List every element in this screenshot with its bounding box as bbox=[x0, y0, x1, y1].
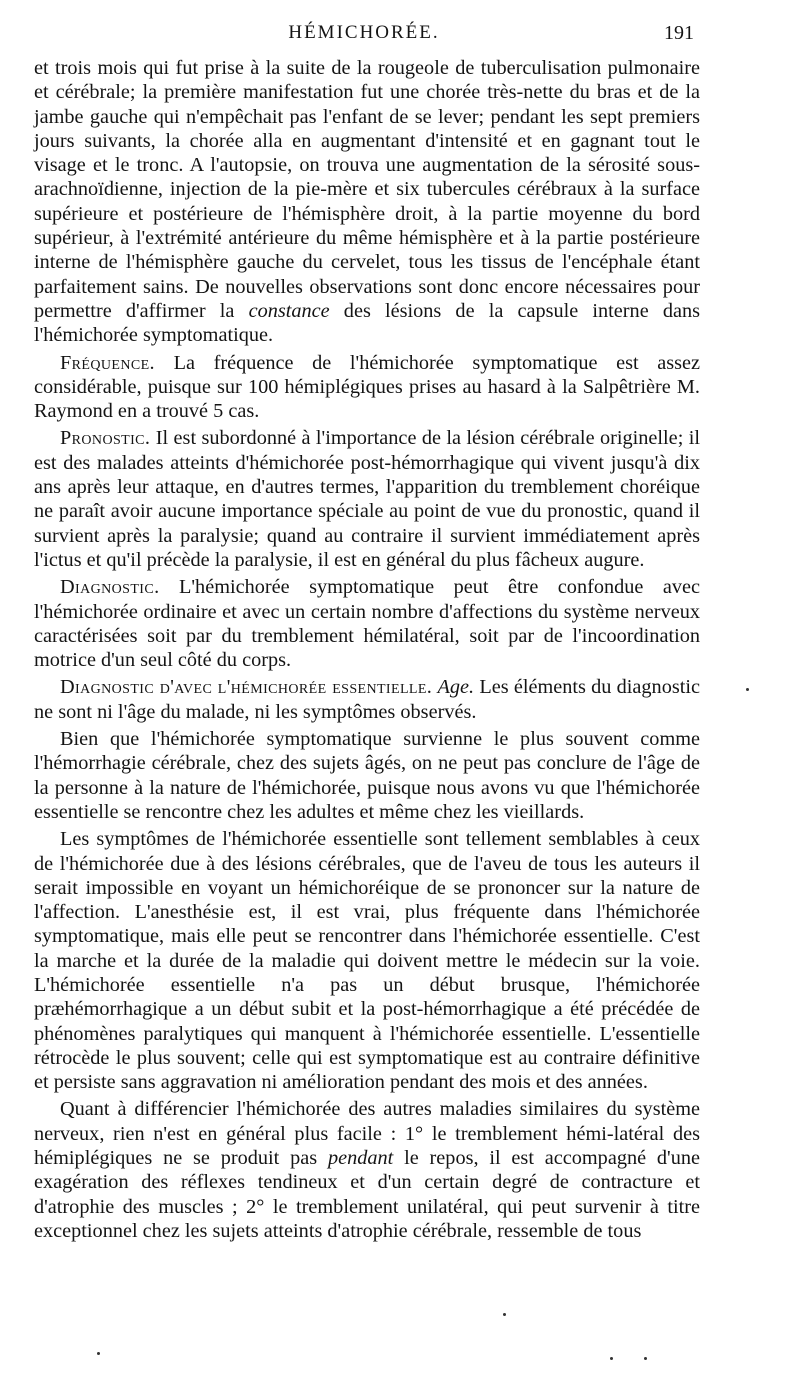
paragraph-frequence bbox=[34, 351, 700, 424]
print-speck bbox=[97, 1352, 100, 1355]
paragraph-continuation bbox=[34, 56, 700, 348]
paragraph-differencier bbox=[34, 1097, 700, 1243]
paragraph-text: Les éléments du diagnostic ne sont ni l'âge du malade, ni les symptômes observés. bbox=[34, 676, 700, 723]
running-title: HÉMICHORÉE. bbox=[288, 22, 440, 43]
paragraph-text: L'hémichorée symptomatique peut être confondue avec l'hémichorée ordinaire et avec un certain nombre d'affections du système nerveux caractérisées soit par du tremblement hémilatéral, soit par de l'incoordination motrice d'un seul côté du corps. bbox=[34, 576, 700, 672]
print-speck bbox=[610, 1357, 613, 1360]
paragraph-pronostic bbox=[34, 426, 700, 572]
section-heading: Diagnostic d'avec l'hémichorée essentielle. bbox=[60, 676, 433, 699]
paragraph-text: Il est subordonné à l'importance de la lésion cérébrale originelle; il est des malades atteints d'hémichorée post-hémorrhagique qui vivent jusqu'à dix ans après leur attaque, en d'autres termes, l'apparition du tremblement choréique ne paraît avoir aucune importance spéciale au point de vue du pronostic, quand il survient après la paralysie; quand au contraire il survient immédiatement après l'ictus et qu'il précède la paralysie, il est en général du plus fâcheux augure. bbox=[34, 427, 700, 571]
emphasis-text: pendant bbox=[327, 1147, 394, 1170]
running-header bbox=[34, 22, 694, 50]
paragraph-age bbox=[34, 727, 700, 824]
emphasis-text: Age. bbox=[437, 676, 475, 699]
paragraph-text: le repos, il est accompagné d'une exagération des réflexes tendineux et d'un certain degré de contracture et d'atrophie des muscles ; 2° le tremblement unilatéral, qui peut survenir à titre exceptionnel chez les sujets atteints d'atrophie cérébrale, ressemble de tous bbox=[34, 1147, 700, 1242]
paragraph-diagnostic-essentielle bbox=[34, 675, 700, 724]
section-heading: Fréquence. bbox=[60, 351, 156, 374]
paragraph-symptomes bbox=[34, 827, 700, 1094]
print-speck bbox=[746, 688, 749, 691]
print-speck bbox=[503, 1313, 506, 1316]
paragraph-text: des lésions de la capsule interne dans l'hémichorée symptomatique. bbox=[34, 299, 701, 347]
paragraph-text: Les symptômes de l'hémichorée essentielle sont tellement semblables à ceux de l'hémichorée due à des lésions cérébrales, que de l'aveu de tous les auteurs il serait impossible en voyant un hémichoréique de se prononcer sur la nature de l'affection. L'anesthésie est, il est vrai, plus fréquente dans l'hémichorée symptomatique, mais elle peut se rencontrer dans l'hémichorée essentielle. C'est la marche et la durée de la maladie qui doivent mettre le médecin sur la voie. L'hémichorée essentielle n'a pas un début brusque, l'hémichorée præhémorrhagique a un début subit et la post-hémorrhagique a été précédée de phénomènes paralytiques qui manquent à l'hémichorée essentielle. L'essentielle rétrocède le plus souvent; celle qui est symptomatique est au contraire définitive et persiste sans aggravation ni amélioration pendant des mois et des années. bbox=[34, 828, 700, 1094]
page-number: 191 bbox=[664, 22, 694, 44]
paragraph-diagnostic bbox=[34, 575, 700, 672]
print-speck bbox=[644, 1357, 647, 1360]
page-body bbox=[34, 56, 700, 1246]
emphasis-text: constance bbox=[248, 299, 330, 322]
paragraph-text: Bien que l'hémichorée symptomatique survienne le plus souvent comme l'hémorrhagie cérébrale, chez des sujets âgés, on ne peut pas conclure de l'âge de la personne à la nature de l'hémichorée, puisque nous avons vu que l'hémichorée essentielle se rencontre chez les adultes et même chez les vieillards. bbox=[34, 728, 700, 823]
paragraph-text: Quant à différencier l'hémichorée des autres maladies similaires du système nerveux, rien n'est en général plus facile : 1° le tremblement hémi-latéral des hémiplégiques ne se produit pas bbox=[34, 1098, 700, 1170]
section-heading: Diagnostic. bbox=[60, 576, 160, 599]
paragraph-text: et trois mois qui fut prise à la suite de la rougeole de tuberculisation pulmonaire et cérébrale; la première manifestation fut une chorée très-nette du bras et de la jambe gauche qui n'empêchait pas l'enfant de se lever; pendant les sept premiers jours suivants, la chorée alla en augmentant d'intensité et en gagnant tout le visage et le tronc. A l'autopsie, on trouva une augmentation de la sérosité sous-arachnoïdienne, injection de la pie-mère et six tubercules cérébraux à la surface supérieure et postérieure de l'hémisphère droit, à la partie moyenne du bord supérieur, à l'extrémité antérieure du même hémisphère et à la partie postérieure interne de l'hémisphère gauche du cervelet, tous les tissus de l'encéphale étant parfaitement sains. De nouvelles observations sont donc encore nécessaires pour permettre d'affirmer la bbox=[34, 57, 700, 322]
paragraph-text: La fréquence de l'hémichorée symptomatique est assez considérable, puisque sur 100 hémiplégiques prises au hasard à la Salpêtrière M. Raymond en a trouvé 5 cas. bbox=[34, 351, 700, 423]
section-heading: Pronostic. bbox=[60, 427, 151, 450]
